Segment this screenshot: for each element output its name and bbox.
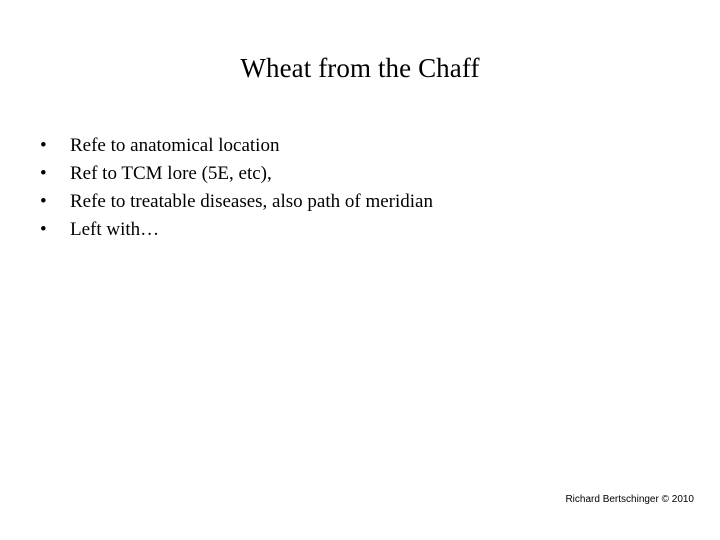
slide-title: Wheat from the Chaff bbox=[240, 53, 480, 83]
bullet-icon: • bbox=[40, 191, 47, 212]
bullet-item-3 bbox=[40, 188, 680, 216]
bullet-icon: • bbox=[40, 163, 47, 184]
bullet-text: Refe to anatomical location bbox=[70, 135, 280, 156]
bullet-text: Ref to TCM lore (5E, etc), bbox=[70, 163, 272, 184]
bullet-item-4 bbox=[40, 216, 680, 244]
bullet-text: Left with… bbox=[70, 219, 160, 240]
copyright-footer: Richard Bertschinger © 2010 bbox=[565, 494, 694, 505]
bullet-icon: • bbox=[40, 135, 47, 156]
bullet-item-1 bbox=[40, 132, 680, 160]
bullet-list bbox=[40, 132, 680, 244]
bullet-text: Refe to treatable diseases, also path of meridian bbox=[70, 191, 433, 212]
bullet-icon: • bbox=[40, 219, 47, 240]
bullet-item-2 bbox=[40, 160, 680, 188]
